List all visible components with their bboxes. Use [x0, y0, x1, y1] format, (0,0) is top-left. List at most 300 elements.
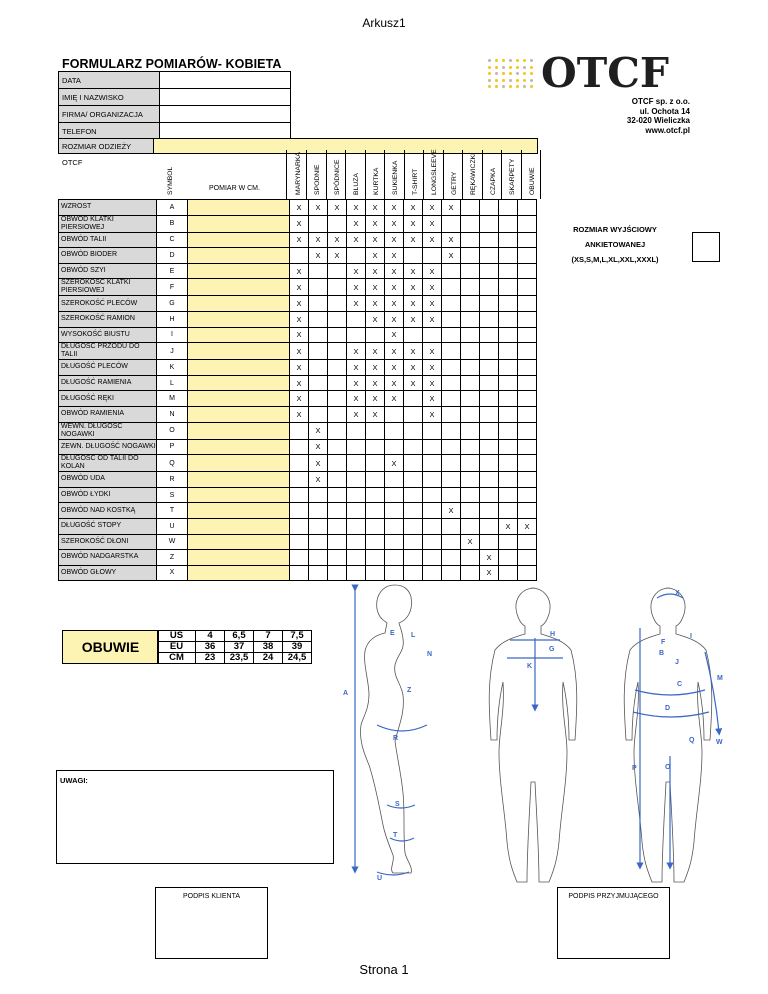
measurement-symbol: T: [157, 503, 188, 519]
logo-dot: [523, 79, 526, 82]
garment-header: CZAPKA: [489, 167, 497, 195]
garment-mark: [461, 422, 480, 439]
garment-mark: [461, 406, 480, 422]
table-row: [59, 200, 537, 216]
garment-mark: X: [385, 327, 404, 343]
garment-mark: [328, 550, 347, 566]
garment-mark: [499, 248, 518, 264]
receiver-signature-label: PODPIS PRZYJMUJĄCEGO: [568, 893, 659, 900]
measurement-name: DŁUGOŚĆ RAMIENIA: [59, 375, 157, 391]
svg-text:U: U: [377, 875, 383, 882]
measurement-value-field[interactable]: [188, 327, 290, 343]
svg-text:J: J: [675, 659, 679, 666]
garment-mark: [499, 487, 518, 503]
measurement-value-field[interactable]: [188, 296, 290, 312]
garment-mark: X: [423, 406, 442, 422]
garment-mark: [461, 327, 480, 343]
company-field[interactable]: [160, 106, 291, 123]
logo-dot: [495, 72, 498, 75]
svg-text:C: C: [677, 681, 683, 688]
garment-mark: [499, 200, 518, 216]
logo-dot: [495, 59, 498, 62]
measurement-symbol: W: [157, 534, 188, 550]
front-silhouette: [624, 588, 712, 882]
garment-mark: [328, 360, 347, 376]
garment-mark: X: [423, 311, 442, 327]
garment-mark: X: [366, 215, 385, 232]
garment-mark: X: [290, 391, 309, 407]
garment-mark: [328, 439, 347, 455]
garment-mark: X: [442, 232, 461, 248]
company-address: [560, 97, 690, 135]
garment-header: GETRY: [450, 171, 458, 195]
garment-mark: [309, 503, 328, 519]
shoe-row-header: CM: [158, 653, 196, 664]
garment-mark: [404, 248, 423, 264]
shoe-cell: 23,5: [225, 653, 254, 664]
table-row: [59, 263, 537, 279]
garment-mark: X: [290, 327, 309, 343]
shoes-label: OBUWIE: [62, 630, 159, 664]
garment-mark: [404, 487, 423, 503]
table-row: [59, 518, 537, 534]
name-field[interactable]: [160, 89, 291, 106]
info-label-date: DATA: [59, 72, 160, 89]
garment-mark: [328, 518, 347, 534]
garment-mark: [480, 311, 499, 327]
logo-dot: [523, 85, 526, 88]
garment-mark: [423, 327, 442, 343]
measurement-name: OBWÓD BIODER: [59, 248, 157, 264]
back-silhouette: [489, 588, 577, 882]
table-row: [59, 503, 537, 519]
garment-mark: X: [328, 232, 347, 248]
garment-mark: X: [366, 279, 385, 296]
garment-mark: [404, 422, 423, 439]
garment-headers: [286, 150, 545, 199]
garment-header-cell: [326, 150, 346, 199]
garment-mark: X: [385, 375, 404, 391]
measurement-value-field[interactable]: [188, 343, 290, 360]
table-row: [59, 215, 537, 232]
garment-mark: X: [366, 406, 385, 422]
table-row: [59, 311, 537, 327]
garment-mark: X: [366, 232, 385, 248]
garment-mark: [404, 518, 423, 534]
garment-mark: X: [290, 263, 309, 279]
svg-text:G: G: [549, 646, 555, 653]
garment-mark: [404, 550, 423, 566]
garment-header: SPÓDNICE: [333, 159, 341, 195]
page-footer: Strona 1: [359, 962, 409, 977]
measurement-value-field[interactable]: [188, 472, 290, 488]
garment-header-cell: [346, 150, 366, 199]
garment-mark: [518, 565, 537, 581]
garment-mark: [347, 327, 366, 343]
garment-header-cell: [424, 150, 444, 199]
logo-dot: [530, 72, 533, 75]
garment-mark: [309, 296, 328, 312]
garment-mark: [385, 422, 404, 439]
garment-mark: X: [290, 279, 309, 296]
garment-mark: [442, 263, 461, 279]
garment-mark: [442, 375, 461, 391]
garment-mark: [328, 503, 347, 519]
garment-mark: [404, 439, 423, 455]
garment-mark: X: [290, 200, 309, 216]
garment-mark: X: [290, 343, 309, 360]
logo-dot: [530, 59, 533, 62]
measurement-symbol: M: [157, 391, 188, 407]
garment-mark: [461, 263, 480, 279]
garment-mark: [480, 422, 499, 439]
garment-mark: X: [404, 232, 423, 248]
garment-mark: [480, 200, 499, 216]
garment-mark: [499, 311, 518, 327]
garment-mark: X: [423, 375, 442, 391]
measurement-value-field[interactable]: [188, 487, 290, 503]
garment-mark: [309, 327, 328, 343]
garment-mark: [423, 534, 442, 550]
measurement-symbol: S: [157, 487, 188, 503]
starting-size-field[interactable]: [692, 232, 720, 262]
garment-mark: X: [347, 343, 366, 360]
table-row: [59, 375, 537, 391]
measure-header: POMIAR W CM.: [209, 185, 260, 192]
measurement-value-field[interactable]: [188, 503, 290, 519]
table-row: [59, 406, 537, 422]
svg-text:X: X: [675, 590, 680, 597]
garment-mark: [499, 296, 518, 312]
garment-mark: X: [366, 360, 385, 376]
measurement-name: DŁUGOŚĆ OD TALII DO KOLAN: [59, 455, 157, 472]
garment-mark: X: [385, 360, 404, 376]
garment-mark: [480, 439, 499, 455]
svg-text:W: W: [716, 739, 723, 746]
notes-box[interactable]: [56, 770, 334, 864]
measurement-value-field[interactable]: [188, 518, 290, 534]
garment-mark: [442, 439, 461, 455]
receiver-signature-box[interactable]: [557, 887, 670, 959]
garment-mark: X: [366, 311, 385, 327]
garment-mark: [290, 439, 309, 455]
logo-dot: [502, 66, 505, 69]
garment-mark: [385, 503, 404, 519]
garment-mark: [309, 518, 328, 534]
logo-dot: [516, 59, 519, 62]
garment-mark: [347, 503, 366, 519]
garment-mark: [518, 534, 537, 550]
measurement-value-field[interactable]: [188, 375, 290, 391]
garment-mark: [461, 248, 480, 264]
garment-mark: [461, 550, 480, 566]
measurement-name: DŁUGOŚĆ PLECÓW: [59, 360, 157, 376]
garment-mark: [480, 296, 499, 312]
measurement-symbol: L: [157, 375, 188, 391]
svg-text:K: K: [527, 663, 533, 670]
svg-text:D: D: [665, 705, 671, 712]
garment-mark: [328, 455, 347, 472]
garment-mark: [366, 439, 385, 455]
garment-mark: [480, 472, 499, 488]
garment-mark: [290, 518, 309, 534]
measurement-value-field[interactable]: [188, 439, 290, 455]
measurement-value-field[interactable]: [188, 248, 290, 264]
starting-size-line2: ANKIETOWANEJ: [584, 240, 646, 249]
garment-mark: X: [290, 296, 309, 312]
measurement-value-field[interactable]: [188, 360, 290, 376]
notes-label: UWAGI:: [60, 776, 88, 785]
garment-mark: [328, 375, 347, 391]
address-line: www.otcf.pl: [645, 125, 690, 135]
garment-header-cell: [404, 150, 424, 199]
table-row: [59, 422, 537, 439]
garment-mark: [347, 422, 366, 439]
garment-header-cell: [521, 150, 541, 199]
garment-mark: [480, 375, 499, 391]
garment-mark: [442, 296, 461, 312]
measurement-symbol: E: [157, 263, 188, 279]
logo-dot: [488, 66, 491, 69]
garment-mark: [290, 248, 309, 264]
garment-mark: [442, 360, 461, 376]
measurement-name: OBWÓD RAMIENIA: [59, 406, 157, 422]
shoe-cell: 24,5: [283, 653, 312, 664]
garment-mark: X: [385, 215, 404, 232]
garment-mark: X: [309, 455, 328, 472]
garment-mark: [461, 343, 480, 360]
garment-mark: [499, 391, 518, 407]
measurement-symbol: A: [157, 200, 188, 216]
garment-mark: [347, 455, 366, 472]
garment-mark: [499, 327, 518, 343]
svg-text:L: L: [411, 632, 416, 639]
garment-mark: X: [309, 200, 328, 216]
garment-mark: X: [366, 343, 385, 360]
garment-mark: [480, 406, 499, 422]
garment-mark: X: [404, 215, 423, 232]
garment-mark: [423, 248, 442, 264]
garment-mark: [499, 455, 518, 472]
garment-mark: [309, 391, 328, 407]
garment-mark: [442, 279, 461, 296]
measurement-name: OBWÓD KLATKI PIERSIOWEJ: [59, 215, 157, 232]
garment-mark: [461, 472, 480, 488]
garment-mark: [461, 232, 480, 248]
garment-mark: [385, 565, 404, 581]
svg-text:P: P: [632, 765, 637, 772]
logo-dot: [530, 85, 533, 88]
garment-mark: [328, 327, 347, 343]
garment-mark: [404, 391, 423, 407]
measurement-value-field[interactable]: [188, 200, 290, 216]
garment-mark: [328, 422, 347, 439]
table-row: [59, 279, 537, 296]
garment-mark: X: [347, 375, 366, 391]
garment-mark: [366, 455, 385, 472]
measurement-value-field[interactable]: [188, 215, 290, 232]
svg-text:M: M: [717, 675, 723, 682]
garment-mark: X: [366, 296, 385, 312]
measurement-name: SZEROKOŚĆ RAMION: [59, 311, 157, 327]
garment-mark: X: [385, 311, 404, 327]
garment-mark: [518, 327, 537, 343]
garment-mark: [442, 518, 461, 534]
logo-dot: [509, 79, 512, 82]
measurement-symbol: G: [157, 296, 188, 312]
shoe-cell: 7: [254, 631, 283, 642]
logo-dot: [488, 79, 491, 82]
garment-mark: [404, 503, 423, 519]
garment-mark: X: [404, 360, 423, 376]
garment-mark: [366, 327, 385, 343]
starting-size-info: [550, 222, 680, 267]
logo-dot: [495, 79, 498, 82]
garment-mark: X: [423, 200, 442, 216]
shoe-row-header: US: [158, 631, 196, 642]
sheet-header: Arkusz1: [362, 16, 406, 30]
garment-header: MARYNARKA: [294, 152, 302, 195]
table-row: [59, 487, 537, 503]
logo-dot: [488, 72, 491, 75]
info-table: [58, 71, 291, 140]
logo-dot: [509, 72, 512, 75]
garment-mark: [518, 360, 537, 376]
measurement-value-field[interactable]: [188, 279, 290, 296]
garment-mark: X: [404, 279, 423, 296]
garment-mark: [480, 360, 499, 376]
garment-mark: X: [366, 200, 385, 216]
measurement-value-field[interactable]: [188, 391, 290, 407]
garment-mark: [518, 311, 537, 327]
garment-mark: [290, 422, 309, 439]
measurement-value-field[interactable]: [188, 565, 290, 581]
logo-dot: [516, 79, 519, 82]
logo-dot: [488, 85, 491, 88]
garment-mark: [518, 296, 537, 312]
garment-mark: X: [423, 296, 442, 312]
measurement-value-field[interactable]: [188, 406, 290, 422]
garment-mark: [423, 472, 442, 488]
garment-mark: [461, 200, 480, 216]
garment-mark: [404, 534, 423, 550]
shoe-row-header: EU: [158, 642, 196, 653]
client-signature-box[interactable]: [155, 887, 268, 959]
garment-mark: [423, 565, 442, 581]
garment-mark: [518, 487, 537, 503]
measurement-symbol: R: [157, 472, 188, 488]
garment-mark: [347, 472, 366, 488]
measurement-value-field[interactable]: [188, 422, 290, 439]
measurement-symbol: O: [157, 422, 188, 439]
garment-mark: [328, 472, 347, 488]
garment-mark: [290, 472, 309, 488]
phone-field[interactable]: [160, 123, 291, 140]
garment-mark: [404, 406, 423, 422]
table-row: [59, 360, 537, 376]
garment-mark: [461, 439, 480, 455]
measurement-symbol: F: [157, 279, 188, 296]
garment-mark: [423, 503, 442, 519]
date-field[interactable]: [160, 72, 291, 89]
figure-letters: [343, 590, 723, 882]
measurement-name: OBWÓD UDA: [59, 472, 157, 488]
garment-mark: [328, 406, 347, 422]
measurement-symbol: N: [157, 406, 188, 422]
measurement-symbol: J: [157, 343, 188, 360]
garment-mark: [499, 375, 518, 391]
garment-mark: [518, 391, 537, 407]
garment-mark: [499, 472, 518, 488]
table-row: [59, 439, 537, 455]
garment-mark: [385, 439, 404, 455]
garment-mark: [518, 215, 537, 232]
garment-header-cell: [287, 150, 307, 199]
symbol-header: SYMBOL: [167, 166, 174, 195]
garment-mark: X: [480, 550, 499, 566]
garment-mark: X: [290, 232, 309, 248]
garment-header-cell: [307, 150, 327, 199]
garment-mark: [442, 472, 461, 488]
logo-dot: [523, 66, 526, 69]
garment-mark: X: [347, 406, 366, 422]
garment-mark: [328, 565, 347, 581]
garment-mark: [461, 455, 480, 472]
garment-mark: [309, 375, 328, 391]
garment-mark: X: [347, 296, 366, 312]
logo-dot: [509, 66, 512, 69]
garment-mark: [461, 518, 480, 534]
measurement-value-field[interactable]: [188, 550, 290, 566]
measurement-name: WEWN. DŁUGOŚĆ NOGAWKI: [59, 422, 157, 439]
garment-header-cell: [385, 150, 405, 199]
garment-mark: [518, 279, 537, 296]
garment-mark: [328, 487, 347, 503]
table-row: [59, 327, 537, 343]
measurement-value-field[interactable]: [188, 311, 290, 327]
measurement-value-field[interactable]: [188, 534, 290, 550]
garment-mark: [518, 232, 537, 248]
garment-mark: [480, 215, 499, 232]
garment-mark: X: [423, 263, 442, 279]
measurement-name: DŁUGOŚĆ PRZODU DO TALII: [59, 343, 157, 360]
garment-mark: X: [309, 232, 328, 248]
garment-mark: [328, 279, 347, 296]
shoe-cell: 37: [225, 642, 254, 653]
svg-text:S: S: [395, 801, 400, 808]
body-measurement-figures: [335, 580, 735, 885]
garment-mark: [442, 406, 461, 422]
logo-dot: [502, 59, 505, 62]
measurement-value-field[interactable]: [188, 232, 290, 248]
garment-mark: X: [347, 215, 366, 232]
table-row: [59, 296, 537, 312]
measurement-value-field[interactable]: [188, 263, 290, 279]
garment-mark: X: [423, 343, 442, 360]
garment-mark: [328, 296, 347, 312]
garment-mark: X: [347, 279, 366, 296]
garment-mark: X: [385, 343, 404, 360]
garment-mark: [499, 406, 518, 422]
garment-mark: [290, 455, 309, 472]
measurement-value-field[interactable]: [188, 455, 290, 472]
garment-mark: [328, 343, 347, 360]
garment-mark: [290, 534, 309, 550]
garment-mark: [309, 534, 328, 550]
garment-mark: [366, 565, 385, 581]
garment-mark: [366, 550, 385, 566]
logo-dot: [502, 79, 505, 82]
